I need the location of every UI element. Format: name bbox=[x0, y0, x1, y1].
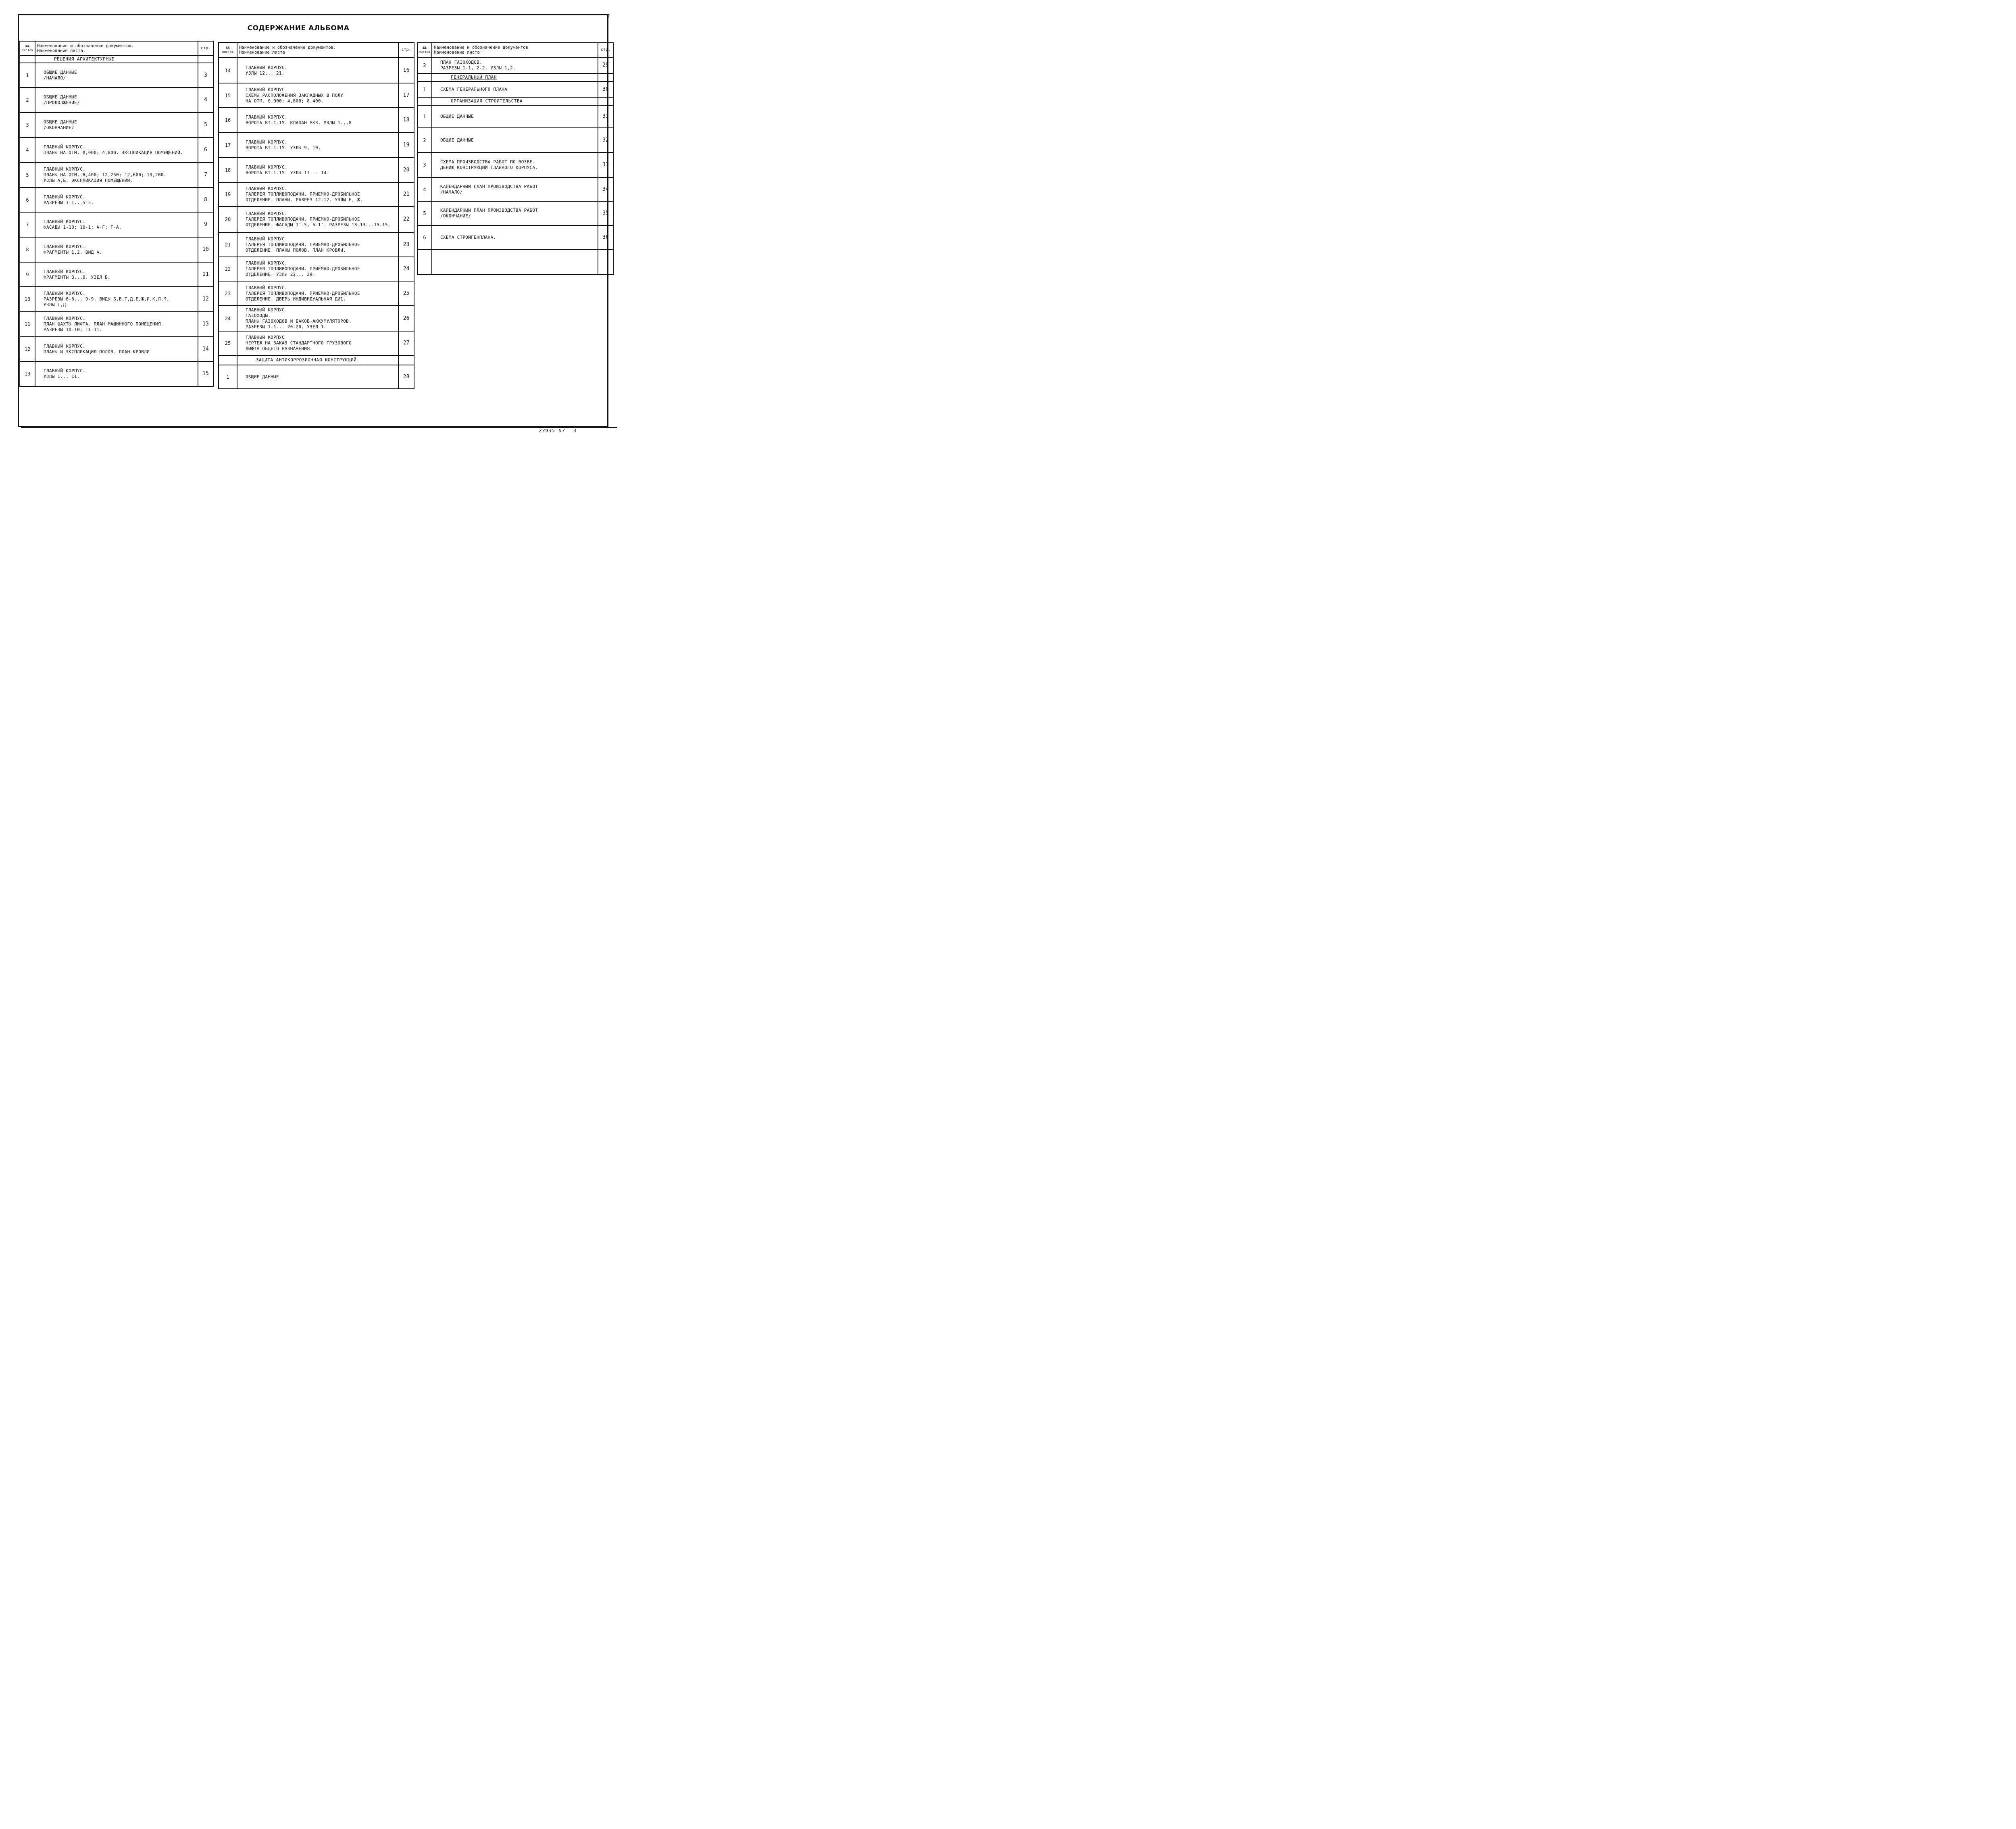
table-row bbox=[417, 225, 613, 250]
table-row bbox=[417, 177, 613, 201]
page-number: 23 bbox=[398, 232, 414, 257]
table-row bbox=[219, 257, 414, 281]
header-sheet-number-line: №№ bbox=[226, 46, 230, 50]
sheet-title bbox=[237, 83, 398, 108]
section-page-cell bbox=[598, 97, 613, 105]
page-number: 15 bbox=[198, 361, 213, 386]
table-row bbox=[219, 306, 414, 331]
table-row bbox=[417, 250, 613, 275]
table-row bbox=[20, 163, 213, 188]
table-row bbox=[219, 158, 414, 182]
sheet-title bbox=[432, 81, 598, 97]
sheet-title-line: ОБЩИЕ ДАННЫЕ bbox=[440, 137, 474, 143]
header-sheet-number bbox=[417, 43, 432, 57]
sheet-number: 4 bbox=[20, 138, 35, 163]
page-number: 21 bbox=[398, 182, 414, 206]
sheet-title bbox=[237, 206, 398, 232]
sheet-title-line: /ОКОНЧАНИЕ/ bbox=[440, 213, 471, 219]
section-heading-row bbox=[417, 97, 613, 105]
sheet-number: 22 bbox=[219, 257, 237, 281]
page-number bbox=[598, 250, 613, 275]
sheet-title-line: ГЛАВНЫЙ КОРПУС. bbox=[245, 115, 287, 120]
page-number: 4 bbox=[198, 88, 213, 113]
sheet-title-line: /НАЧАЛО/ bbox=[440, 189, 463, 195]
sheet-title-line: СХЕМА ГЕНЕРАЛЬНОГО ПЛАНА bbox=[440, 86, 508, 92]
header-document-name bbox=[35, 41, 198, 56]
page-number: 30 bbox=[598, 81, 613, 97]
sheet-number: 4 bbox=[417, 177, 432, 201]
page-number: 34 bbox=[598, 177, 613, 201]
sheet-title-line: ГЛАВНЫЙ КОРПУС. bbox=[245, 140, 287, 145]
table-row bbox=[219, 232, 414, 257]
page-number: 22 bbox=[398, 206, 414, 232]
sheet-title-line: ПЛАНЫ И ЭКСПЛИКАЦИЯ ПОЛОВ. ПЛАН КРОВЛИ. bbox=[44, 349, 152, 355]
sheet-number: 20 bbox=[219, 206, 237, 232]
sheet-title bbox=[237, 133, 398, 158]
sheet-number: 1 bbox=[417, 81, 432, 97]
sheet-number: 18 bbox=[219, 158, 237, 182]
sheet-number: 5 bbox=[417, 201, 432, 225]
table-row bbox=[20, 237, 213, 262]
sheet-number: 14 bbox=[219, 58, 237, 83]
sheet-title-line: ФРАГМЕНТЫ 3...6. УЗЕЛ В. bbox=[44, 274, 111, 280]
sheet-title bbox=[237, 108, 398, 133]
sheet-title-line: ГЛАВНЫЙ КОРПУС. bbox=[245, 285, 287, 290]
section-number-cell bbox=[20, 56, 35, 63]
section-heading: ГЕНЕРАЛЬНЫЙ ПЛАН bbox=[432, 73, 598, 81]
sheet-title-line: /ПРОДОЛЖЕНИЕ/ bbox=[44, 100, 80, 105]
contents-table-3 bbox=[417, 42, 614, 275]
sheet-number: 11 bbox=[20, 312, 35, 337]
table-row bbox=[20, 312, 213, 337]
sheet-title-line: ОБЩИЕ ДАННЫЕ bbox=[44, 119, 77, 125]
sheet-title bbox=[237, 232, 398, 257]
section-heading: ОРГАНИЗАЦИЯ СТРОИТЕЛЬСТВА bbox=[432, 97, 598, 105]
page-number: 13 bbox=[198, 312, 213, 337]
table-row bbox=[20, 113, 213, 138]
sheet-title-line: ОТДЕЛЕНИЕ. ДВЕРЬ ИНДИВИДУАЛЬНАЯ ДИ1. bbox=[245, 296, 346, 302]
sheet-title-line: НА ОТМ. 0,000; 4,800; 8,400. bbox=[245, 98, 324, 104]
section-number-cell bbox=[417, 97, 432, 105]
sheet-title bbox=[432, 177, 598, 201]
sheet-title bbox=[432, 128, 598, 152]
sheet-title-line: ГЛАВНЫЙ КОРПУС bbox=[245, 335, 285, 340]
sheet-title-line: ГАЛЕРЕЯ ТОПЛИВОПОДАЧИ. ПРИЕМНО-ДРОБИЛЬНОЕ bbox=[245, 290, 360, 296]
sheet-number: 2 bbox=[417, 128, 432, 152]
sheet-title-line: ГАЗОХОДЫ. bbox=[245, 313, 271, 318]
frame-bottom-line bbox=[21, 427, 617, 428]
sheet-title-line: ОТДЕЛЕНИЕ. УЗЛЫ 22... 29. bbox=[245, 272, 316, 277]
sheet-title-line: ОБЩИЕ ДАННЫЕ bbox=[245, 374, 279, 380]
contents-table-1 bbox=[19, 41, 214, 387]
sheet-number bbox=[417, 250, 432, 275]
sheet-title bbox=[35, 113, 198, 138]
header-sheet-number-line: №№ bbox=[25, 44, 29, 48]
sheet-title-line: ОТДЕЛЕНИЕ. ПЛАНЫ ПОЛОВ. ПЛАН КРОВЛИ. bbox=[245, 247, 346, 253]
header-document-name bbox=[237, 42, 398, 58]
sheet-title bbox=[432, 201, 598, 225]
sheet-title bbox=[35, 188, 198, 212]
sheet-number: 3 bbox=[417, 152, 432, 177]
page-number: 11 bbox=[198, 262, 213, 287]
sheet-title-line: КАЛЕНДАРНЫЙ ПЛАН ПРОИЗВОДСТВА РАБОТ bbox=[440, 184, 538, 189]
table-row bbox=[219, 182, 414, 206]
page-number: 32 bbox=[598, 128, 613, 152]
sheet-title-line: ОБЩИЕ ДАННЫЕ bbox=[44, 69, 77, 75]
sheet-title-line: ГЛАВНЫЙ КОРПУС. bbox=[245, 164, 287, 170]
header-document-name-line: Наименование листа bbox=[434, 50, 480, 55]
sheet-title-line: ФРАГМЕНТЫ 1,2. ВИД А. bbox=[44, 250, 102, 255]
sheet-number: 9 bbox=[20, 262, 35, 287]
page-number: 6 bbox=[198, 138, 213, 163]
sheet-title-line: КАЛЕНДАРНЫЙ ПЛАН ПРОИЗВОДСТВА РАБОТ bbox=[440, 208, 538, 213]
sheet-title-line: ПЛАНЫ НА ОТМ. 0,000; 4,800. ЭКСПЛИКАЦИЯ ПОМЕЩЕНИЙ. bbox=[44, 150, 183, 155]
sheet-title-line: ГЛАВНЫЙ КОРПУС. bbox=[44, 144, 85, 150]
sheet-title-line: ПЛАНЫ ГАЗОХОДОВ И БАКОВ-АККУМУЛЯТОРОВ. bbox=[245, 318, 352, 324]
sheet-title bbox=[237, 306, 398, 331]
header-document-name-line: Наименование листа. bbox=[37, 48, 86, 53]
sheet-title-line: РАЗРЕЗЫ 1-1... 20-20. УЗЕЛ 1. bbox=[245, 324, 327, 330]
sheet-title-line: РАЗРЕЗЫ 1-1...5-5. bbox=[44, 200, 94, 205]
table-row bbox=[20, 262, 213, 287]
sheet-title bbox=[237, 257, 398, 281]
sheet-number: 2 bbox=[417, 57, 432, 73]
sheet-title bbox=[35, 163, 198, 188]
table-row bbox=[20, 212, 213, 237]
sheet-title bbox=[432, 152, 598, 177]
sheet-number: 24 bbox=[219, 306, 237, 331]
page-number: 3 bbox=[198, 63, 213, 88]
table-row bbox=[219, 133, 414, 158]
section-heading: ЗАЩИТА АНТИКОРРОЗИОННАЯ КОНСТРУКЦИЙ. bbox=[237, 355, 398, 365]
sheet-title bbox=[35, 262, 198, 287]
sheet-number: 16 bbox=[219, 108, 237, 133]
section-page-cell bbox=[198, 56, 213, 63]
page-number: 10 bbox=[198, 237, 213, 262]
sheet-title-line: УЗЛЫ А,Б. ЭКСПЛИКАЦИЯ ПОМЕЩЕНИЙ. bbox=[44, 178, 133, 183]
section-heading-row bbox=[219, 355, 414, 365]
sheet-title-line: УЗЛЫ 12... 21. bbox=[245, 70, 285, 76]
table-header-row bbox=[417, 43, 613, 57]
header-sheet-number-line: листов bbox=[222, 50, 234, 54]
page-number: 27 bbox=[398, 331, 414, 355]
header-sheet-number bbox=[20, 41, 35, 56]
sheet-title-line: ГЛАВНЫЙ КОРПУС. bbox=[44, 343, 85, 349]
sheet-title bbox=[35, 237, 198, 262]
section-heading-row bbox=[417, 73, 613, 81]
sheet-title-line: ФАСАДЫ 1-10; 10-1; А-Г; Г-А. bbox=[44, 225, 122, 230]
page-number: 12 bbox=[198, 287, 213, 312]
sheet-title-line: ГЛАВНЫЙ КОРПУС. bbox=[245, 186, 287, 191]
table-row bbox=[417, 81, 613, 97]
sheet-title-line: УЗЛЫ Г,Д. bbox=[44, 302, 69, 307]
page-number: 25 bbox=[398, 281, 414, 306]
sheet-number: 21 bbox=[219, 232, 237, 257]
page-number: 7 bbox=[198, 163, 213, 188]
table-header-row bbox=[219, 42, 414, 58]
page-number: 9 bbox=[198, 212, 213, 237]
sheet-number: 17 bbox=[219, 133, 237, 158]
table-row bbox=[219, 83, 414, 108]
corner-arrow-icon: ↑ bbox=[607, 13, 611, 19]
album-title: СОДЕРЖАНИЕ АЛЬБОМА bbox=[247, 24, 350, 32]
sheet-title-line: ГЛАВНЫЙ КОРПУС. bbox=[245, 87, 287, 92]
sheet-title-line: ЧЕРТЕЖ НА ЗАКАЗ СТАНДАРТНОГО ГРУЗОВОГО bbox=[245, 340, 352, 346]
sheet-number: 8 bbox=[20, 237, 35, 262]
sheet-title-line: РАЗРЕЗЫ 10-10; 11-11. bbox=[44, 327, 102, 332]
sheet-number: 3 bbox=[20, 113, 35, 138]
page-number: 16 bbox=[398, 58, 414, 83]
sheet-title-line: СХЕМА ПРОИЗВОДСТВА РАБОТ ПО ВОЗВЕ- bbox=[440, 159, 535, 165]
sheet-title-line: ВОРОТА ВТ-1-1У. УЗЛЫ 9, 10. bbox=[245, 145, 321, 150]
document-code bbox=[539, 428, 577, 434]
sheet-title bbox=[35, 361, 198, 386]
page-number: 19 bbox=[398, 133, 414, 158]
table-row bbox=[417, 201, 613, 225]
sheet-number: 5 bbox=[20, 163, 35, 188]
sheet-title-line: ОБЩИЕ ДАННЫЕ bbox=[44, 94, 77, 100]
sheet-title bbox=[237, 158, 398, 182]
table-row bbox=[20, 337, 213, 361]
sheet-title-line: ПЛАН ШАХТЫ ЛИФТА. ПЛАН МАШИННОГО ПОМЕЩЕНИЯ. bbox=[44, 321, 164, 327]
sheet-number: 12 bbox=[20, 337, 35, 361]
table-row bbox=[20, 63, 213, 88]
page-number: 29 bbox=[598, 57, 613, 73]
sheet-title-line: ГАЛЕРЕЯ ТОПЛИВОПОДАЧИ. ПРИЕМНО-ДРОБИЛЬНОЕ bbox=[245, 192, 360, 197]
sheet-number: 1 bbox=[219, 365, 237, 389]
sheet-title-line: ОТДЕЛЕНИЕ. ФАСАДЫ 1'-5, 5-1'. РАЗРЕЗЫ 13-13...15-15. bbox=[245, 222, 391, 227]
page-number: 8 bbox=[198, 188, 213, 212]
section-heading-row bbox=[20, 56, 213, 63]
sheet-number: 15 bbox=[219, 83, 237, 108]
sheet-title-line: ГЛАВНЫЙ КОРПУС. bbox=[44, 291, 85, 296]
sheet-title-line: ПЛАНЫ НА ОТМ. 8,400; 12,250; 12,600; 13,200. bbox=[44, 172, 167, 177]
sheet-title-line: ГЛАВНЫЙ КОРПУС. bbox=[44, 316, 85, 321]
contents-table-2 bbox=[218, 42, 414, 389]
page-number: 18 bbox=[398, 108, 414, 133]
table-row bbox=[20, 88, 213, 113]
page-number: 5 bbox=[198, 113, 213, 138]
sheet-title-line: /ОКОНЧАНИЕ/ bbox=[44, 125, 75, 130]
sheet-number: 23 bbox=[219, 281, 237, 306]
sheet-title-line: ГЛАВНЫЙ КОРПУС. bbox=[245, 211, 287, 216]
sheet-title-line: СХЕМЫ РАСПОЛОЖЕНИЯ ЗАКЛАДНЫХ В ПОЛУ bbox=[245, 92, 344, 98]
sheet-title bbox=[35, 63, 198, 88]
page-number: 14 bbox=[198, 337, 213, 361]
page-number: 31 bbox=[598, 105, 613, 128]
table-row bbox=[219, 331, 414, 355]
page-number: 36 bbox=[598, 225, 613, 250]
sheet-title bbox=[237, 365, 398, 389]
table-row bbox=[219, 58, 414, 83]
header-document-name-line: Наименование и обозначение документов bbox=[434, 45, 528, 50]
sheet-title-line: РАЗРЕЗЫ 1-1, 2-2. УЗЛЫ 1,2. bbox=[440, 65, 516, 71]
sheet-title bbox=[432, 57, 598, 73]
sheet-title-line: ЛИФТА ОБЩЕГО НАЗНАЧЕНИЯ. bbox=[245, 346, 313, 351]
sheet-number: 7 bbox=[20, 212, 35, 237]
table-row bbox=[417, 105, 613, 128]
section-number-cell bbox=[219, 355, 237, 365]
sheet-title-line: ГЛАВНЫЙ КОРПУС. bbox=[44, 368, 85, 373]
header-document-name-line: Наименование листа bbox=[239, 50, 285, 55]
header-sheet-number-line: листов bbox=[21, 48, 33, 52]
table-row bbox=[219, 281, 414, 306]
sheet-title-line: ГАЛЕРЕЯ ТОПЛИВОПОДАЧИ. ПРИЕМНО-ДРОБИЛЬНОЕ bbox=[245, 266, 360, 271]
section-page-cell bbox=[398, 355, 414, 365]
page-number: 20 bbox=[398, 158, 414, 182]
sheet-number: 19 bbox=[219, 182, 237, 206]
sheet-number: 1 bbox=[417, 105, 432, 128]
document-number: 23935-07 bbox=[539, 428, 565, 434]
sheet-title-line: ГЛАВНЫЙ КОРПУС. bbox=[44, 167, 85, 172]
table-row bbox=[219, 108, 414, 133]
sheet-title bbox=[237, 182, 398, 206]
table-row bbox=[417, 152, 613, 177]
sheet-number: 13 bbox=[20, 361, 35, 386]
sheet-title bbox=[35, 337, 198, 361]
header-page: стр. bbox=[398, 42, 414, 58]
table-row bbox=[20, 138, 213, 163]
section-page-cell bbox=[598, 73, 613, 81]
sheet-number: 6 bbox=[417, 225, 432, 250]
sheet-number: 3 bbox=[573, 428, 577, 434]
sheet-title-line: ГЛАВНЫЙ КОРПУС. bbox=[245, 236, 287, 242]
section-heading: РЕШЕНИЯ АРХИТЕКТУРНЫЕ bbox=[35, 56, 198, 63]
sheet-number: 1 bbox=[20, 63, 35, 88]
table-row bbox=[417, 57, 613, 73]
page-number: 35 bbox=[598, 201, 613, 225]
sheet-number: 25 bbox=[219, 331, 237, 355]
sheet-title-line: ГЛАВНЫЙ КОРПУС. bbox=[44, 194, 85, 200]
sheet-title-line: ГЛАВНЫЙ КОРПУС. bbox=[44, 244, 85, 249]
sheet-title-line: ГЛАВНЫЙ КОРПУС. bbox=[44, 269, 85, 274]
header-sheet-number bbox=[219, 42, 237, 58]
sheet-title-line: ПЛАН ГАЗОХОДОВ. bbox=[440, 60, 482, 65]
section-number-cell bbox=[417, 73, 432, 81]
sheet-title-line: УЗЛЫ 1... 11. bbox=[44, 374, 80, 379]
sheet-title bbox=[432, 105, 598, 128]
sheet-number: 2 bbox=[20, 88, 35, 113]
table-row bbox=[20, 188, 213, 212]
header-page: стр. bbox=[598, 43, 613, 57]
sheet-title-line: ОБЩИЕ ДАННЫЕ bbox=[440, 114, 474, 119]
sheet-title bbox=[237, 58, 398, 83]
sheet-title-line: ГАЛЕРЕЯ ТОПЛИВОПОДАЧИ. ПРИЕМНО-ДРОБИЛЬНОЕ bbox=[245, 217, 360, 222]
sheet-title-line: СХЕМА СТРОЙГЕНПЛАНА. bbox=[440, 235, 496, 240]
sheet-title-line: ОТДЕЛЕНИЕ. ПЛАНЫ. РАЗРЕЗ 12-12. УЗЛЫ Е, Ж. bbox=[245, 197, 363, 202]
table-row bbox=[219, 206, 414, 232]
sheet-title bbox=[35, 312, 198, 337]
page-number: 28 bbox=[398, 365, 414, 389]
sheet-title bbox=[35, 287, 198, 312]
page-number: 17 bbox=[398, 83, 414, 108]
sheet-title-line: ГАЛЕРЕЯ ТОПЛИВОПОДАЧИ. ПРИЕМНО-ДРОБИЛЬНОЕ bbox=[245, 242, 360, 247]
sheet-number: 6 bbox=[20, 188, 35, 212]
header-page: стр. bbox=[198, 41, 213, 56]
sheet-title-line: РАЗРЕЗЫ 6-6... 9-9. ВИДЫ Б,В,Г,Д,Е,Ж,И,К,Л,М. bbox=[44, 296, 169, 302]
header-document-name bbox=[432, 43, 598, 57]
sheet-title-line: /НАЧАЛО/ bbox=[44, 75, 66, 81]
table-row bbox=[20, 287, 213, 312]
page-number: 33 bbox=[598, 152, 613, 177]
header-sheet-number-line: №№ bbox=[423, 46, 427, 50]
table-row bbox=[20, 361, 213, 386]
sheet-title bbox=[237, 281, 398, 306]
table-row bbox=[417, 128, 613, 152]
sheet-title bbox=[432, 225, 598, 250]
sheet-title bbox=[35, 138, 198, 163]
sheet-title-line: ГЛАВНЫЙ КОРПУС. bbox=[245, 261, 287, 266]
header-document-name-line: Наименование и обозначение документов. bbox=[239, 45, 336, 50]
sheet-title-line: ВОРОТА ВТ-1-1У. КЛАПАН УКЗ. УЗЛЫ 1...8 bbox=[245, 120, 352, 125]
sheet-title bbox=[35, 88, 198, 113]
page-number: 26 bbox=[398, 306, 414, 331]
sheet-title-line: ГЛАВНЫЙ КОРПУС. bbox=[245, 65, 287, 70]
table-row bbox=[219, 365, 414, 389]
header-document-name-line: Наименование и обозначение документов. bbox=[37, 44, 134, 48]
table-header-row bbox=[20, 41, 213, 56]
sheet-number: 10 bbox=[20, 287, 35, 312]
sheet-title bbox=[237, 331, 398, 355]
sheet-title-line: ГЛАВНЫЙ КОРПУС. bbox=[245, 307, 287, 313]
page-number: 24 bbox=[398, 257, 414, 281]
sheet-title-line: ГЛАВНЫЙ КОРПУС. bbox=[44, 219, 85, 224]
sheet-title bbox=[35, 212, 198, 237]
header-sheet-number-line: листов bbox=[419, 50, 431, 54]
sheet-title-line: ВОРОТА ВТ-1-1У. УЗЛЫ 11... 14. bbox=[245, 170, 329, 175]
sheet-title bbox=[432, 250, 598, 275]
sheet-title-line: ДЕНИЮ КОНСТРУКЦИЙ ГЛАВНОГО КОРПУСА. bbox=[440, 165, 538, 170]
